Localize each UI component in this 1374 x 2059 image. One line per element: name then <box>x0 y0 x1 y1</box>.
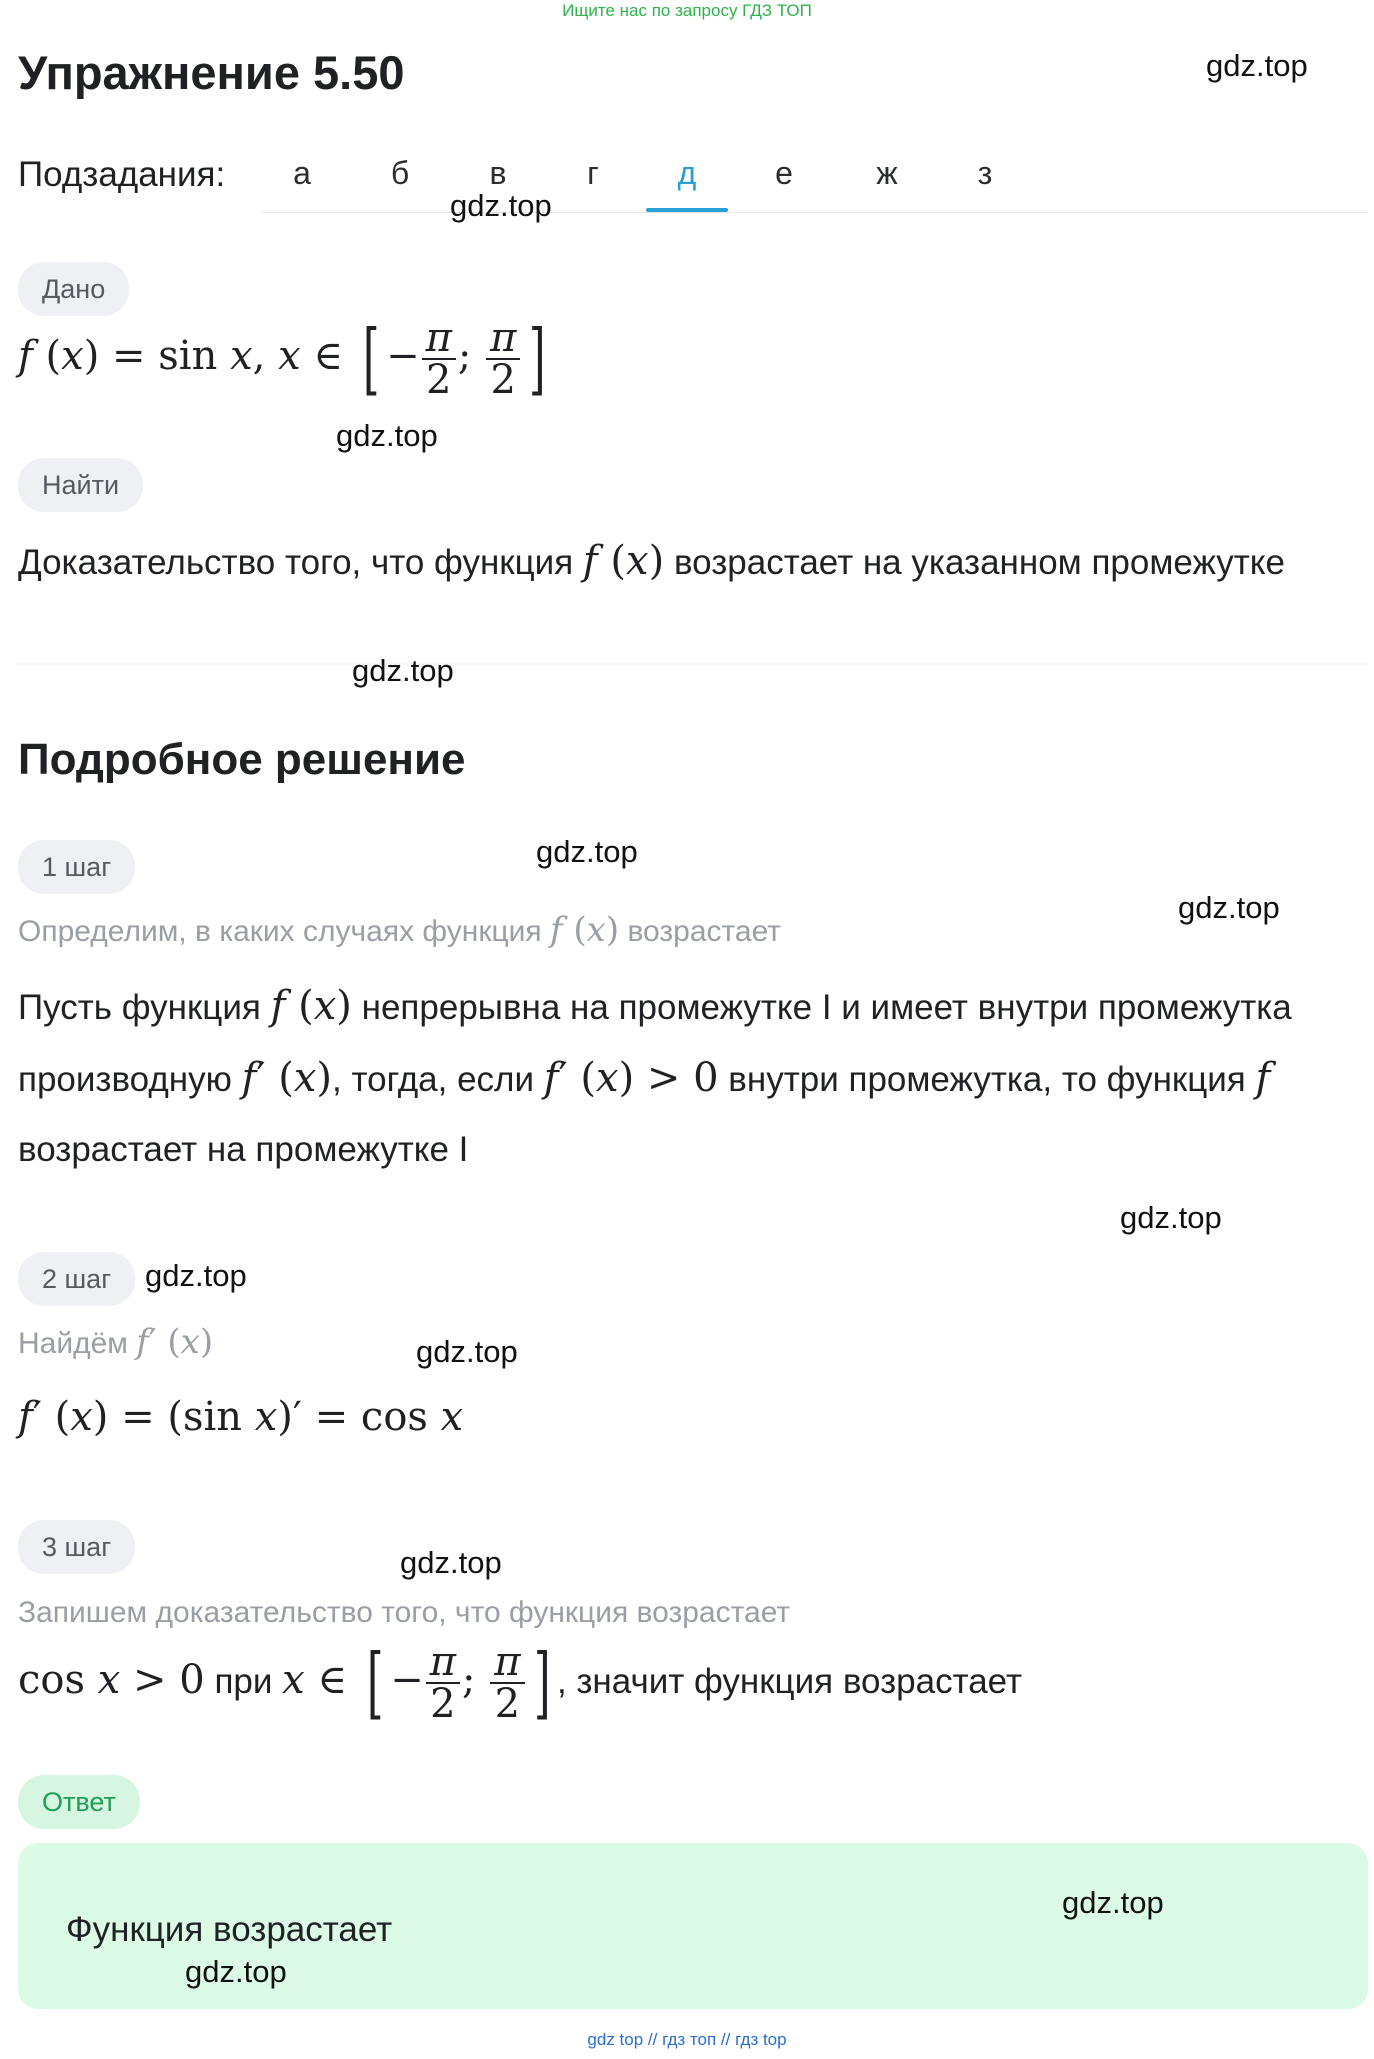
tab-b[interactable]: б <box>390 155 410 191</box>
watermark: gdz.top <box>1206 48 1308 83</box>
step-1-caption: Определим, в каких случаях функция f (x) возрастает <box>18 910 782 950</box>
step-2-formula: f′ (x) = (sin x)′ = cos x <box>18 1394 464 1440</box>
watermark: gdz.top <box>450 188 552 223</box>
subtasks-label: Подзадания: <box>18 155 226 194</box>
tab-d-active[interactable]: д <box>677 155 697 191</box>
step-2-caption: Найдём f′ (x) <box>18 1322 214 1362</box>
watermark: gdz.top <box>336 418 438 453</box>
page-title: Упражнение 5.50 <box>18 46 405 99</box>
active-tab-indicator <box>646 208 728 212</box>
top-banner: Ищите нас по запросу ГДЗ ТОП <box>562 1 812 20</box>
step-3-label: 3 шаг <box>18 1520 135 1574</box>
watermark: gdz.top <box>536 834 638 869</box>
step-3-result: cos x > 0 при x ∈ [ − $\frac{\pi}{2}$ ; $\frac{\pi}{2}$ ] , значит функция возрастает <box>18 1638 1023 1728</box>
tab-a[interactable]: а <box>293 155 311 191</box>
step-3-caption: Запишем доказательство того, что функция возрастает <box>18 1596 791 1629</box>
watermark: gdz.top <box>400 1545 502 1580</box>
footer-links[interactable]: gdz top // гдз топ // гдз top <box>587 2030 787 2049</box>
watermark: gdz.top <box>1062 1885 1164 1920</box>
watermark: gdz.top <box>1120 1200 1222 1235</box>
step-1-line-1: Пусть функция f (x) непрерывна на промежутке I и имеет внутри промежутка <box>18 983 1292 1029</box>
tab-z[interactable]: з <box>977 155 993 191</box>
find-text: Доказательство того, что функция f (x) возрастает на указанном промежутке <box>18 538 1285 584</box>
tab-v[interactable]: в <box>489 155 507 191</box>
step-1-label: 1 шаг <box>18 840 135 894</box>
given-formula: f (x) = sin x, x ∈ [ − $\frac{\pi}{2}$ ; $\frac{\pi}{2}$ ] <box>18 314 547 404</box>
tab-zh[interactable]: ж <box>876 155 898 191</box>
tab-e[interactable]: е <box>775 155 793 191</box>
answer-label: Ответ <box>18 1775 140 1829</box>
find-label: Найти <box>18 458 143 512</box>
given-label: Дано <box>18 262 129 316</box>
solution-title: Подробное решение <box>18 735 466 784</box>
watermark: gdz.top <box>352 653 454 688</box>
step-1-line-2: производную f′ (x), тогда, если f′ (x) > 0 внутри промежутка, то функция f <box>18 1055 1271 1101</box>
answer-text: Функция возрастает <box>66 1910 393 1949</box>
watermark: gdz.top <box>145 1258 247 1293</box>
step-2-label: 2 шаг <box>18 1252 135 1306</box>
section-divider <box>18 663 1368 665</box>
tabs-divider <box>262 212 1368 213</box>
watermark: gdz.top <box>1178 890 1280 925</box>
step-1-line-3: возрастает на промежутке I <box>18 1130 469 1169</box>
watermark: gdz.top <box>185 1954 287 1989</box>
watermark: gdz.top <box>416 1334 518 1369</box>
tab-g[interactable]: г <box>587 155 599 191</box>
